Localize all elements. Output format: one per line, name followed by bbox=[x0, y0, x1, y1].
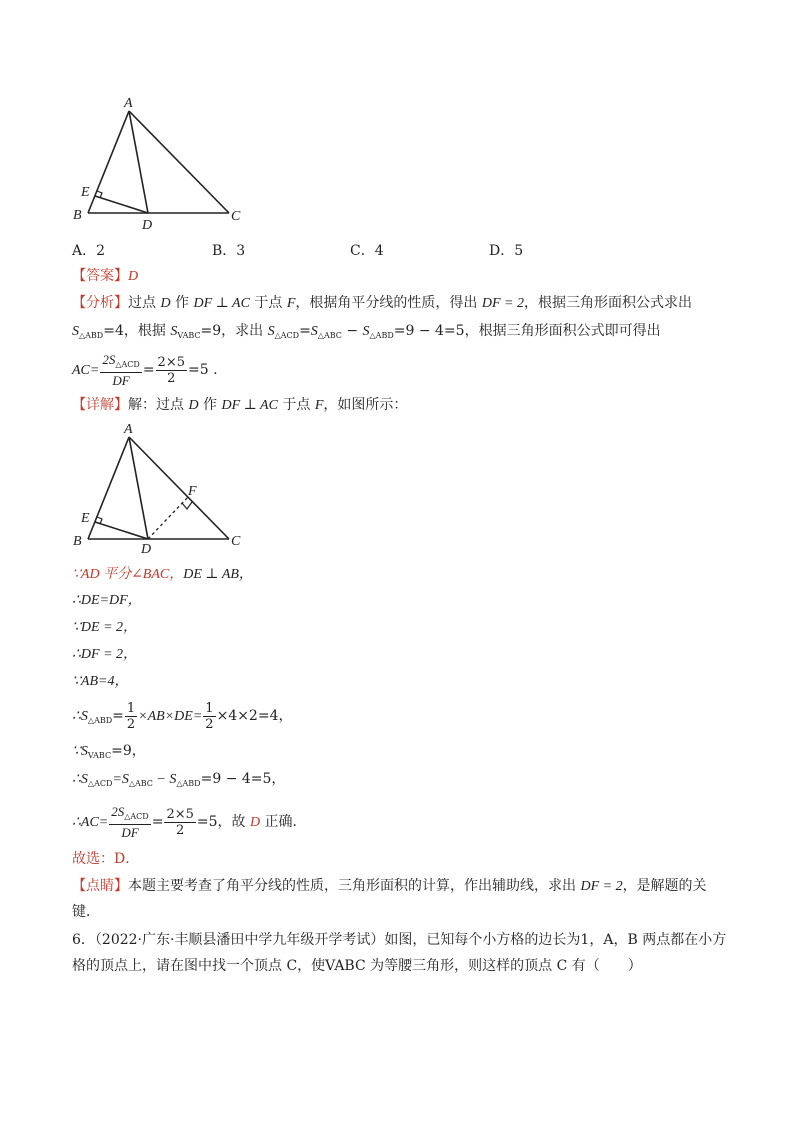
analysis-line-3 bbox=[72, 352, 218, 388]
text: △ACD bbox=[274, 331, 300, 340]
text: AC= bbox=[72, 363, 100, 378]
text: =5 . bbox=[187, 362, 218, 378]
detail-tag: 【详解】 bbox=[72, 397, 128, 413]
text: ∴S bbox=[72, 772, 88, 787]
fraction bbox=[164, 807, 195, 838]
text: DE ⊥ AB， bbox=[183, 567, 253, 582]
vertex-c-label: C bbox=[231, 534, 241, 549]
step-3: ∵DE = 2， bbox=[72, 620, 138, 635]
text: 2 bbox=[205, 716, 214, 732]
text: D bbox=[188, 398, 199, 413]
vertex-a-label: A bbox=[124, 96, 133, 111]
vertex-d-label: D bbox=[141, 542, 152, 557]
step-6 bbox=[72, 700, 292, 737]
text: − bbox=[341, 323, 363, 339]
text: VABC bbox=[87, 751, 112, 760]
text: 于点 bbox=[249, 295, 287, 311]
triangle-figure-2 bbox=[70, 418, 260, 558]
text: F bbox=[286, 296, 296, 311]
text: = bbox=[151, 814, 164, 830]
question-6-line-2: 格的顶点上，请在图中找一个顶点 C，使VABC 为等腰三角形，则这样的顶点 C 有（ ） bbox=[72, 958, 642, 974]
comment-tag: 【点睛】 bbox=[72, 878, 128, 894]
text: 2 bbox=[176, 822, 185, 838]
text: − S bbox=[152, 772, 177, 787]
step-8 bbox=[72, 769, 285, 794]
text: 1 bbox=[126, 700, 136, 716]
text: S bbox=[267, 324, 275, 339]
text: =S bbox=[112, 772, 129, 787]
vertex-f-label: F bbox=[188, 484, 197, 499]
text: 解：过点 bbox=[128, 397, 189, 413]
text: VABC bbox=[177, 331, 201, 340]
text: 2S bbox=[111, 804, 125, 819]
fraction bbox=[125, 701, 137, 732]
step-9 bbox=[72, 804, 307, 840]
text: 2×5 bbox=[157, 354, 185, 370]
text: △ABD bbox=[87, 716, 113, 725]
answer-value: D bbox=[128, 269, 139, 284]
text: =5，故 bbox=[196, 814, 250, 830]
text: S bbox=[72, 324, 79, 339]
text: 本题主要考查了角平分线的性质，三角形面积的计算，作出辅助线，求出 bbox=[128, 878, 581, 894]
vertex-e-label: E bbox=[81, 511, 90, 526]
option-a: A．2 bbox=[72, 243, 106, 259]
text: ∴S bbox=[72, 709, 88, 724]
option-b: B．3 bbox=[212, 243, 246, 259]
text: 2×5 bbox=[166, 806, 194, 822]
text: D bbox=[160, 296, 171, 311]
vertex-c-label: C bbox=[231, 209, 241, 224]
text: △ACD bbox=[124, 812, 149, 821]
text: = bbox=[142, 362, 155, 378]
text: =9 − 4=5， bbox=[200, 771, 286, 787]
analysis-line-2 bbox=[72, 321, 661, 346]
text: ，根据角平分线的性质，得出 bbox=[295, 295, 482, 311]
step-4: ∴DF = 2， bbox=[72, 647, 138, 662]
text: ∴AC= bbox=[72, 815, 109, 830]
text: ∵AD 平分∠BAC， bbox=[72, 567, 184, 582]
text: DF ⊥ AC bbox=[193, 296, 250, 311]
text: 1 bbox=[205, 700, 214, 716]
fraction bbox=[203, 701, 215, 732]
text: △ABC bbox=[317, 331, 342, 340]
text: = bbox=[112, 708, 124, 724]
text: △ABD bbox=[176, 779, 201, 788]
vertex-e-label: E bbox=[81, 185, 90, 200]
text: =4，根据 bbox=[103, 323, 171, 339]
text: 作 bbox=[198, 397, 222, 413]
option-c: C．4 bbox=[350, 243, 384, 259]
text: 2 bbox=[167, 370, 176, 386]
text: =9，求出 bbox=[200, 323, 268, 339]
text: 作 bbox=[170, 295, 194, 311]
answer-tag: 【答案】 bbox=[72, 268, 128, 284]
text: △ACD bbox=[87, 779, 113, 788]
text: ，如图所示： bbox=[323, 397, 408, 413]
text: 于点 bbox=[277, 397, 315, 413]
text: DF bbox=[121, 825, 139, 840]
fraction bbox=[100, 352, 141, 388]
step-5: ∵AB=4， bbox=[72, 674, 129, 689]
text: =9 − 4=5，根据三角形面积公式即可得出 bbox=[393, 323, 661, 339]
text: 正确． bbox=[260, 814, 307, 830]
text: 2S bbox=[102, 352, 116, 367]
vertex-d-label: D bbox=[142, 218, 153, 232]
comment-line-2: 键． bbox=[72, 904, 100, 920]
analysis-line-1 bbox=[72, 293, 692, 314]
text: = bbox=[299, 323, 311, 339]
fraction bbox=[109, 804, 150, 840]
text: DF = 2 bbox=[580, 879, 623, 894]
text: △ACD bbox=[115, 360, 140, 369]
step-2: ∴DE=DF， bbox=[72, 593, 142, 608]
text: △ABD bbox=[79, 331, 104, 340]
vertex-b-label: B bbox=[73, 534, 82, 549]
question-6-line-1: 6．（2022·广东·丰顺县潘田中学九年级开学考试）如图，已知每个小方格的边长为1，A，B 两点都在小方 bbox=[72, 932, 727, 948]
answer-line bbox=[72, 266, 138, 287]
text: DF bbox=[112, 373, 130, 388]
option-d: D．5 bbox=[489, 243, 524, 259]
text: ×AB×DE= bbox=[138, 709, 203, 724]
text: DF ⊥ AC bbox=[221, 398, 278, 413]
vertex-a-label: A bbox=[124, 422, 133, 437]
text: 2 bbox=[126, 716, 136, 732]
analysis-tag: 【分析】 bbox=[72, 295, 128, 311]
fraction bbox=[156, 355, 187, 386]
text: ×4×2=4， bbox=[216, 708, 293, 724]
text: F bbox=[314, 398, 324, 413]
step-1 bbox=[72, 564, 253, 585]
text: S bbox=[170, 324, 178, 339]
text: ，根据三角形面积公式求出 bbox=[523, 295, 692, 311]
text: S bbox=[362, 324, 370, 339]
comment-line-1 bbox=[72, 876, 707, 897]
text: D bbox=[249, 815, 261, 830]
detail-line bbox=[72, 395, 407, 416]
text: △ABD bbox=[369, 331, 394, 340]
text: 过点 bbox=[128, 295, 161, 311]
step-7 bbox=[72, 741, 146, 766]
text: DF = 2 bbox=[481, 296, 524, 311]
vertex-b-label: B bbox=[73, 208, 82, 223]
text: S bbox=[310, 324, 318, 339]
text: △ABC bbox=[128, 779, 153, 788]
text: ，是解题的关 bbox=[622, 878, 707, 894]
choose-line: 故选：D． bbox=[72, 851, 140, 867]
text: ∵S bbox=[72, 744, 88, 759]
triangle-figure-1 bbox=[70, 92, 260, 232]
text: =9， bbox=[111, 743, 146, 759]
